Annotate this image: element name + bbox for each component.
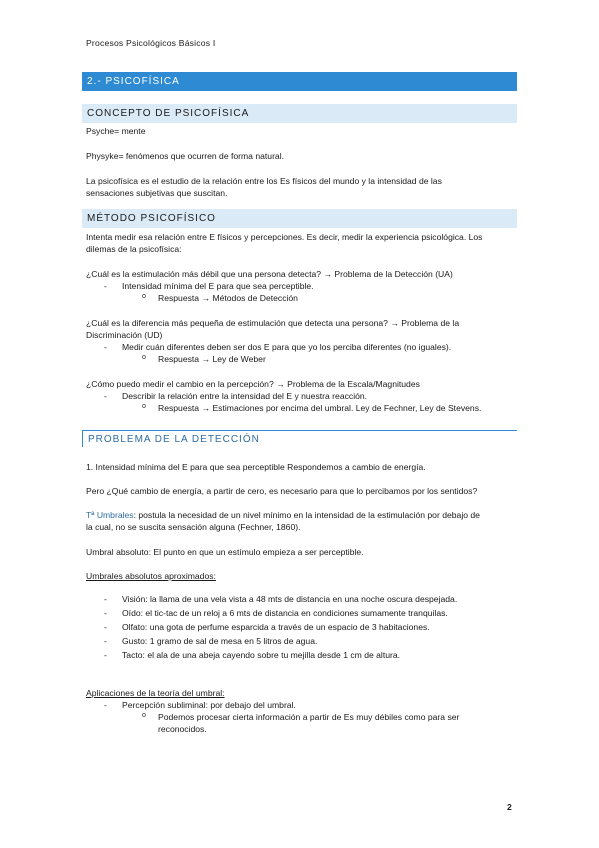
teoria-umbrales-label: Tª Umbrales: [86, 510, 134, 520]
list-item-text: Gusto: 1 gramo de sal de mesa en 5 litros de agua.: [122, 636, 318, 646]
page-number: 2: [507, 802, 512, 812]
list-item-text: Olfato: una gota de perfume esparcida a través de un espacio de 3 habitaciones.: [122, 622, 430, 632]
sub-list-item-text: Respuesta → Ley de Weber: [158, 354, 266, 364]
heading-deteccion: PROBLEMA DE LA DETECCIÓN: [82, 430, 517, 447]
umbral-absoluto-definition: Umbral absoluto: El punto en que un estímulo empieza a ser perceptible.: [86, 547, 364, 557]
section-title: 2.- PSICOFÍSICA: [82, 72, 517, 91]
dash-marker: -: [104, 650, 107, 660]
metodo-intro-line-2: dilemas de la psicofísica:: [86, 244, 182, 254]
dash-marker: -: [104, 608, 107, 618]
dash-marker: -: [104, 342, 107, 352]
deteccion-line-2: Pero ¿Qué cambio de energía, a partir de cero, es necesario para que lo percibamos por los sentidos?: [86, 486, 478, 496]
list-item-text: Visión: la llama de una vela vista a 48 mts de distancia en una noche oscura despejada.: [122, 594, 458, 604]
sub-list-item-text: reconocidos.: [158, 724, 207, 734]
metodo-intro-line-1: Intenta medir esa relación entre E físicos y percepciones. Es decir, medir la experiencia psicológica. Los: [86, 232, 483, 242]
list-item-text: Tacto: el ala de una abeja cayendo sobre tu mejilla desde 1 cm de altura.: [122, 650, 401, 660]
teoria-umbrales-line-1: [86, 510, 516, 521]
heading-metodo: MÉTODO PSICOFÍSICO: [82, 209, 517, 228]
heading-concepto: CONCEPTO DE PSICOFÍSICA: [82, 104, 517, 123]
circle-bullet-icon: o: [142, 712, 146, 719]
list-item-text: Intensidad mínima del E para que sea perceptible.: [122, 281, 314, 291]
umbrales-aproximados-heading: Umbrales absolutos aproximados:: [86, 571, 216, 581]
aplicaciones-heading: Aplicaciones de la teoría del umbral:: [86, 688, 225, 698]
dash-marker: -: [104, 281, 107, 291]
concepto-line-physyke: Physyke= fenómenos que ocurren de forma natural.: [86, 151, 285, 161]
concepto-definition-line-2: sensaciones subjetivas que suscitan.: [86, 188, 228, 198]
sub-list-item-text: Podemos procesar cierta información a partir de Es muy débiles como para ser: [158, 712, 460, 722]
teoria-umbrales-line-2: la cual, no se suscita sensación alguna (Fechner, 1860).: [86, 522, 301, 532]
sub-list-item-text: Respuesta → Métodos de Detección: [158, 293, 298, 303]
question-deteccion: ¿Cuál es la estimulación más débil que una persona detecta? → Problema de la Detección (UA): [86, 269, 453, 279]
dash-marker: -: [104, 622, 107, 632]
question-escala: ¿Cómo puedo medir el cambio en la percepción? → Problema de la Escala/Magnitudes: [86, 379, 420, 389]
dash-marker: -: [104, 636, 107, 646]
concepto-line-psyche: Psyche= mente: [86, 126, 146, 136]
dash-marker: -: [104, 391, 107, 401]
question-discriminacion-line-2: Discriminación (UD): [86, 330, 163, 340]
dash-marker: -: [104, 594, 107, 604]
sub-list-item-text: Respuesta → Estimaciones por encima del umbral. Ley de Fechner, Ley de Stevens.: [158, 403, 482, 413]
dash-marker: -: [104, 700, 107, 710]
circle-bullet-icon: o: [142, 293, 146, 300]
question-discriminacion-line-1: ¿Cuál es la diferencia más pequeña de estimulación que detecta una persona? → Problema de la: [86, 318, 460, 328]
list-item-text: Describir la relación entre la intensidad del E y nuestra reacción.: [122, 391, 368, 401]
concepto-definition-line-1: La psicofísica es el estudio de la relación entre los Es físicos del mundo y la intensidad de las: [86, 176, 442, 186]
circle-bullet-icon: o: [142, 403, 146, 410]
list-item-text: Percepción subliminal: por debajo del umbral.: [122, 700, 296, 710]
list-item-text: Medir cuán diferentes deben ser dos E para que yo los perciba diferentes (no iguales).: [122, 342, 452, 352]
running-header: Procesos Psicológicos Básicos I: [86, 38, 216, 48]
teoria-umbrales-text: : postula la necesidad de un nivel mínimo en la intensidad de la estimulación por debajo de: [133, 510, 480, 520]
circle-bullet-icon: o: [142, 354, 146, 361]
deteccion-line-1: 1. Intensidad mínima del E para que sea perceptible Respondemos a cambio de energía.: [86, 462, 426, 472]
list-item-text: Oído: el tic-tac de un reloj a 6 mts de distancia en condiciones sumamente tranquilas.: [122, 608, 448, 618]
